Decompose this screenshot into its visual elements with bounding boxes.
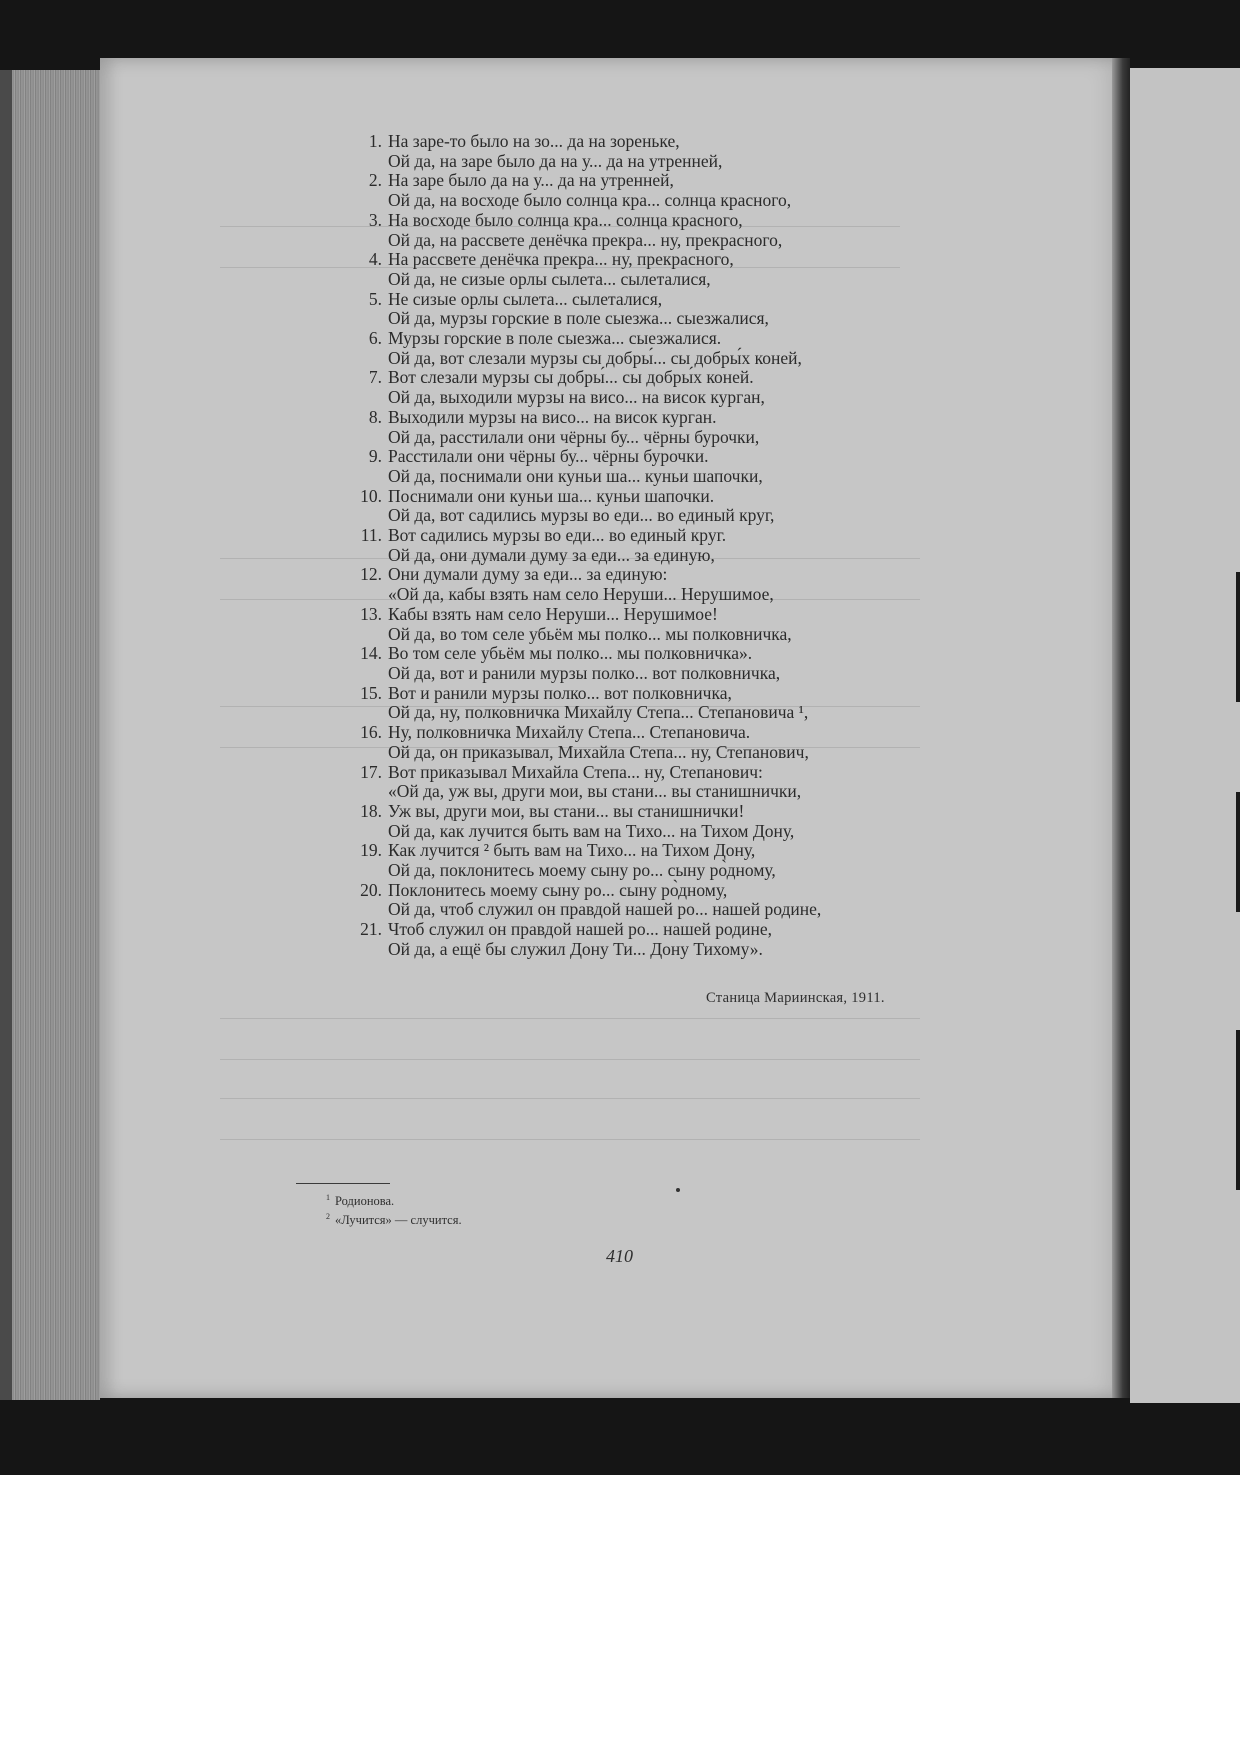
verse-text: Кабы взять нам село Неруши... Нерушимое! [388, 603, 718, 624]
verse-line [340, 368, 940, 388]
verse-number: 16. [360, 722, 382, 743]
verse-number: 11. [360, 525, 382, 546]
verse-number: 2. [368, 170, 382, 191]
verse-text: Чтоб служил он правдой нашей ро... нашей родине, [388, 919, 773, 940]
verse-line [340, 329, 940, 349]
stray-dot [676, 1188, 680, 1192]
verse-refrain-line: Ой да, на рассвете денёчка прекра... ну, прекрасного, [388, 229, 783, 250]
verse-number: 15. [360, 682, 382, 703]
verse-line [340, 763, 940, 783]
footnote-mark: 2 [326, 1212, 330, 1222]
verse-text: Вот и ранили мурзы полко... вот полковничка, [388, 682, 732, 703]
verse-number: 20. [360, 879, 382, 900]
verse-refrain-line: Ой да, ну, полковничка Михайлу Степа... Степановича ¹, [388, 702, 809, 723]
bleed-through-staff [220, 1018, 920, 1060]
verse-line [340, 644, 940, 664]
verse-text: Мурзы горские в поле сыезжа... сыезжалися. [388, 328, 722, 349]
verse-refrain-line: «Ой да, кабы взять нам село Неруши... Нерушимое, [388, 584, 774, 605]
verse-text: Поснимали они куньи ша... куньи шапочки. [388, 485, 715, 506]
verse-text: На заре было да на у... да на утренней, [388, 170, 674, 191]
verse-refrain-line: Ой да, не сизые орлы сылета... сылеталися, [388, 268, 711, 289]
verse-line [340, 290, 940, 310]
facing-page-mark [1236, 1030, 1240, 1190]
page-number: 410 [606, 1246, 633, 1266]
verse-text: Вот садились мурзы во еди... во единый круг. [388, 525, 727, 546]
verse-text: Ну, полковничка Михайлу Степа... Степановича. [388, 722, 751, 743]
verse-refrain-line: Ой да, поклонитесь моему сыну ро... сыну ро̀дному, [388, 860, 776, 881]
verse-refrain-line: Ой да, поснимали они куньи ша... куньи шапочки, [388, 465, 763, 486]
verse-number: 3. [368, 209, 382, 230]
verse-number: 19. [360, 840, 382, 861]
verse-line [340, 802, 940, 822]
verse-refrain-line: Ой да, мурзы горские в поле сыезжа... сыезжалися, [388, 308, 769, 329]
facing-page-mark [1236, 572, 1240, 702]
verse-refrain-line: «Ой да, уж вы, други мои, вы стани... вы станишнички, [388, 781, 802, 802]
footnotes [326, 1190, 462, 1228]
verse-text: На заре-то было на зо... да на зореньке, [388, 131, 680, 151]
verse-text: Расстилали они чёрны бу... чёрны бурочки. [388, 446, 709, 467]
facing-page-mark [1236, 792, 1240, 912]
verse-number: 12. [360, 564, 382, 585]
song-verses [340, 132, 940, 960]
verse-number: 13. [360, 603, 382, 624]
verse-number: 1. [368, 131, 382, 151]
verse-text: Они думали думу за еди... за единую: [388, 564, 668, 585]
verse-text: Не сизые орлы сылета... сылеталися, [388, 288, 663, 309]
verse-refrain-line: Ой да, он приказывал, Михайла Степа... ну, Степанович, [388, 741, 809, 762]
verse-text: Вот слезали мурзы сы добры́... сы добры́х коней. [388, 367, 754, 388]
verse-number: 5. [368, 288, 382, 309]
verse-text: Вот приказывал Михайла Степа... ну, Степанович: [388, 761, 763, 782]
verse-text: На рассвете денёчка прекра... ну, прекрасного, [388, 249, 734, 270]
verse-number: 18. [360, 800, 382, 821]
verse-number: 6. [368, 328, 382, 349]
verse-refrain-line: Ой да, расстилали они чёрны бу... чёрны бурочки, [388, 426, 760, 447]
verse-line [340, 881, 940, 901]
recording-location: Станица Мариинская, 1911. [706, 990, 885, 1006]
verse-text: Поклонитесь моему сыну ро... сыну ро̀дному, [388, 879, 728, 900]
book-cover-edge [0, 70, 12, 1400]
verse-line [340, 132, 940, 152]
verse-line [340, 250, 940, 270]
footnote-mark: 1 [326, 1193, 330, 1202]
verse-refrain-line: Ой да, чтоб служил он правдой нашей ро... нашей родине, [388, 899, 822, 920]
verse-refrain-line: Ой да, вот слезали мурзы сы добры́... сы добры́х коней, [388, 347, 802, 368]
verse-number: 4. [368, 249, 382, 270]
footnote-rule [296, 1183, 390, 1184]
verse-line [340, 920, 940, 940]
verse-line [340, 171, 940, 191]
verse-text: Во том селе убьём мы полко... мы полковничка». [388, 643, 753, 664]
verse-refrain-line: Ой да, на восходе было солнца кра... солнца красного, [388, 190, 792, 211]
footnote-text: Родионова. [335, 1194, 395, 1209]
verse-line [340, 487, 940, 507]
verse-refrain-line: Ой да, они думали думу за еди... за единую, [388, 544, 715, 565]
verse-refrain-line: Ой да, на заре было да на у... да на утренней, [388, 150, 723, 171]
bleed-through-staff [220, 1098, 920, 1140]
verse-text: Выходили мурзы на висо... на висок курган. [388, 406, 717, 427]
verse-line [340, 684, 940, 704]
verse-line [340, 526, 940, 546]
verse-line [340, 447, 940, 467]
verse-refrain-line: Ой да, а ещё бы служил Дону Ти... Дону Тихому». [388, 938, 763, 959]
footnote-1 [326, 1190, 462, 1209]
verse-text: Уж вы, други мои, вы стани... вы станишнички! [388, 800, 745, 821]
verse-refrain-line: Ой да, вот садились мурзы во еди... во единый круг, [388, 505, 775, 526]
verse-number: 17. [360, 761, 382, 782]
footnote-text: «Лучится» — случится. [335, 1213, 462, 1228]
verse-line [340, 211, 940, 231]
verse-number: 10. [360, 485, 382, 506]
verse-line [340, 723, 940, 743]
verse-line [340, 605, 940, 625]
verse-number: 8. [368, 406, 382, 427]
verse-refrain-line: Ой да, как лучится быть вам на Тихо... на Тихом Дону, [388, 820, 795, 841]
verse-refrain-line: Ой да, во том селе убьём мы полко... мы полковничка, [388, 623, 792, 644]
facing-page [1130, 68, 1240, 1403]
footnote-2 [326, 1209, 462, 1228]
verse-text: Как лучится ² быть вам на Тихо... на Тихом Дону, [388, 840, 756, 861]
verse-text: На восходе было солнца кра... солнца красного, [388, 209, 743, 230]
verse-line [340, 408, 940, 428]
verse-number: 21. [360, 919, 382, 940]
verse-line [340, 841, 940, 861]
book-page-edges [0, 70, 100, 1400]
verse-number: 9. [368, 446, 382, 467]
verse-number: 7. [368, 367, 382, 388]
verse-refrain-line: Ой да, выходили мурзы на висо... на висок курган, [388, 387, 765, 408]
verse-number: 14. [360, 643, 382, 664]
book-gutter [1112, 58, 1130, 1398]
verse-refrain-line: Ой да, вот и ранили мурзы полко... вот полковничка, [388, 662, 781, 683]
verse-line [340, 565, 940, 585]
